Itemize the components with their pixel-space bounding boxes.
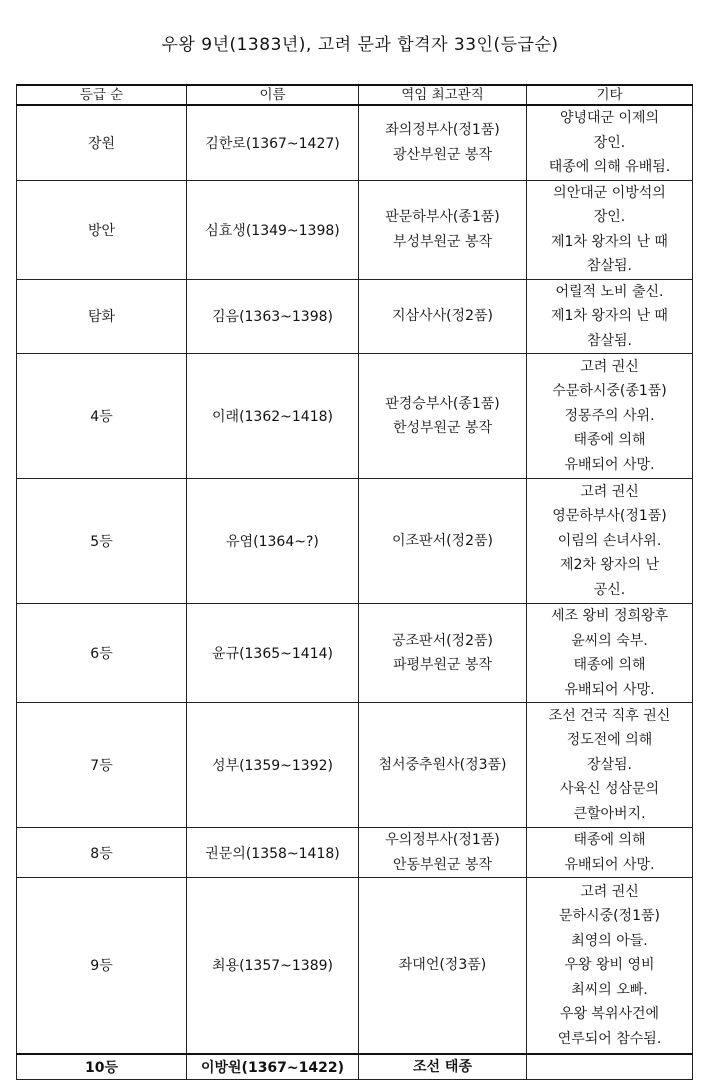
- office-line: 판문하부사(종1품): [385, 209, 500, 225]
- note-cell: [527, 479, 693, 604]
- note-line: 의안대군 이방석의: [553, 184, 666, 201]
- note-line: 이림의 손녀사위.: [557, 532, 662, 549]
- note-line: 제2차 왕자의 난: [560, 557, 659, 574]
- note-line: 세조 왕비 정희왕후: [550, 608, 669, 624]
- office-cell: [359, 604, 527, 703]
- table-row: [17, 1054, 693, 1080]
- name-cell: 이래(1362~1418): [187, 354, 359, 479]
- office-line: 이조판서(정2품): [392, 532, 493, 549]
- note-cell: [527, 180, 693, 279]
- name-cell: 최용(1357~1389): [187, 878, 359, 1054]
- rank-cell: 방안: [17, 180, 187, 279]
- note-line: 고려 권신: [580, 883, 639, 900]
- note-line: 장인.: [593, 209, 626, 225]
- note-line: 최영의 아들.: [571, 932, 648, 949]
- name-cell: 김한로(1367~1427): [187, 105, 359, 180]
- note-line: 영문하부사(정1품): [552, 508, 667, 525]
- office-cell: [359, 828, 527, 878]
- office-line: 우의정부사(정1품): [385, 832, 500, 848]
- note-line: 태종에 의해 유배됨.: [548, 159, 671, 175]
- note-cell: [527, 604, 693, 703]
- office-line: 광산부원군 봉작: [392, 146, 493, 163]
- name-cell: 이방원(1367~1422): [187, 1054, 359, 1080]
- table-row: [17, 354, 693, 479]
- office-line: 판경승부사(종1품): [385, 395, 500, 412]
- office-cell: [359, 354, 527, 479]
- note-line: 우왕 왕비 영비: [564, 957, 655, 973]
- note-line: 어릴적 노비 출신.: [555, 283, 664, 300]
- table-row: [17, 703, 693, 828]
- rank-cell: 9등: [17, 878, 187, 1054]
- note-line: 사육신 성삼문의: [559, 781, 660, 798]
- note-line: 제1차 왕자의 난 때: [551, 233, 668, 250]
- rank-cell: 10등: [17, 1054, 187, 1080]
- office-line: 한성부원군 봉작: [392, 420, 493, 436]
- note-line: 공신.: [593, 581, 626, 598]
- name-cell: 유염(1364~?): [187, 479, 359, 604]
- note-line: 윤씨의 숙부.: [571, 632, 648, 649]
- office-cell: [359, 1054, 527, 1080]
- document-title: 우왕 9년(1383년), 고려 문과 합격자 33인(등급순): [161, 35, 559, 55]
- table-header-row: [17, 85, 693, 105]
- note-cell: [527, 828, 693, 878]
- office-line: 좌대언(정3품): [398, 957, 487, 973]
- note-line: 유배되어 사망.: [564, 456, 655, 473]
- note-line: 고려 권신: [580, 483, 639, 500]
- rank-cell: 8등: [17, 828, 187, 878]
- office-line: 첨서중추원사(정3품): [378, 756, 507, 773]
- name-cell: 성부(1359~1392): [187, 703, 359, 828]
- note-line: 정도전에 의해: [566, 732, 653, 749]
- note-line: 수문하시중(종1품): [552, 383, 667, 400]
- note-line: 연루되어 참수됨.: [557, 1030, 662, 1047]
- note-line: 양녕대군 이제의: [559, 110, 660, 126]
- office-cell: [359, 479, 527, 604]
- note-line: 우왕 복위사건에: [559, 1006, 660, 1022]
- table-row: [17, 878, 693, 1054]
- office-line: 조선 태종: [413, 1058, 472, 1075]
- rank-cell: 5등: [17, 479, 187, 604]
- header-note: 기타: [527, 85, 693, 105]
- office-cell: [359, 180, 527, 279]
- office-line: 부성부원군 봉작: [392, 233, 493, 250]
- note-cell: [527, 1054, 693, 1080]
- note-cell: [527, 279, 693, 354]
- table-row: [17, 604, 693, 703]
- note-cell: [527, 105, 693, 180]
- table-body: [17, 105, 693, 1080]
- name-cell: 권문의(1358~1418): [187, 828, 359, 878]
- note-cell: [527, 703, 693, 828]
- note-line: 장살됨.: [586, 756, 633, 773]
- note-line: 큰할아버지.: [573, 805, 646, 822]
- note-line: 고려 권신: [580, 358, 639, 375]
- note-line: 유배되어 사망.: [564, 856, 655, 873]
- header-office: 역임 최고관직: [359, 85, 527, 105]
- name-cell: 김음(1363~1398): [187, 279, 359, 354]
- name-cell: 윤규(1365~1414): [187, 604, 359, 703]
- table-row: [17, 279, 693, 354]
- note-cell: [527, 878, 693, 1054]
- rank-cell: 장원: [17, 105, 187, 180]
- office-cell: [359, 279, 527, 354]
- note-line: 문하시중(정1품): [559, 908, 660, 924]
- note-line: 태종에 의해: [573, 432, 646, 449]
- table-row: [17, 180, 693, 279]
- note-line: 태종에 의해: [573, 832, 646, 848]
- table-row: [17, 828, 693, 878]
- rank-cell: 탐화: [17, 279, 187, 354]
- note-line: 태종에 의해: [573, 657, 646, 673]
- office-line: 파평부원군 봉작: [392, 657, 493, 673]
- office-cell: [359, 878, 527, 1054]
- office-line: 공조판서(정2품): [392, 632, 493, 649]
- office-line: 안동부원군 봉작: [392, 856, 493, 873]
- header-rank: 등급 순: [17, 85, 187, 105]
- office-cell: [359, 105, 527, 180]
- note-line: 정몽주의 사위.: [564, 407, 655, 424]
- note-line: 유배되어 사망.: [564, 681, 655, 698]
- note-line: 참살됨.: [586, 258, 633, 274]
- rank-cell: 6등: [17, 604, 187, 703]
- office-line: 지삼사사(정2품): [392, 308, 493, 324]
- office-cell: [359, 703, 527, 828]
- office-line: 좌의정부사(정1품): [385, 122, 500, 139]
- table-row: [17, 479, 693, 604]
- rank-cell: 4등: [17, 354, 187, 479]
- note-cell: [527, 354, 693, 479]
- note-line: 조선 건국 직후 권신: [548, 707, 671, 724]
- note-line: 제1차 왕자의 난 때: [551, 308, 668, 324]
- table-row: [17, 105, 693, 180]
- name-cell: 심효생(1349~1398): [187, 180, 359, 279]
- header-name: 이름: [187, 85, 359, 105]
- note-line: 장인.: [593, 134, 626, 151]
- exam-passers-table: [16, 84, 693, 1080]
- rank-cell: 7등: [17, 703, 187, 828]
- note-line: 최씨의 오빠.: [571, 981, 648, 998]
- note-line: 참살됨.: [586, 332, 633, 349]
